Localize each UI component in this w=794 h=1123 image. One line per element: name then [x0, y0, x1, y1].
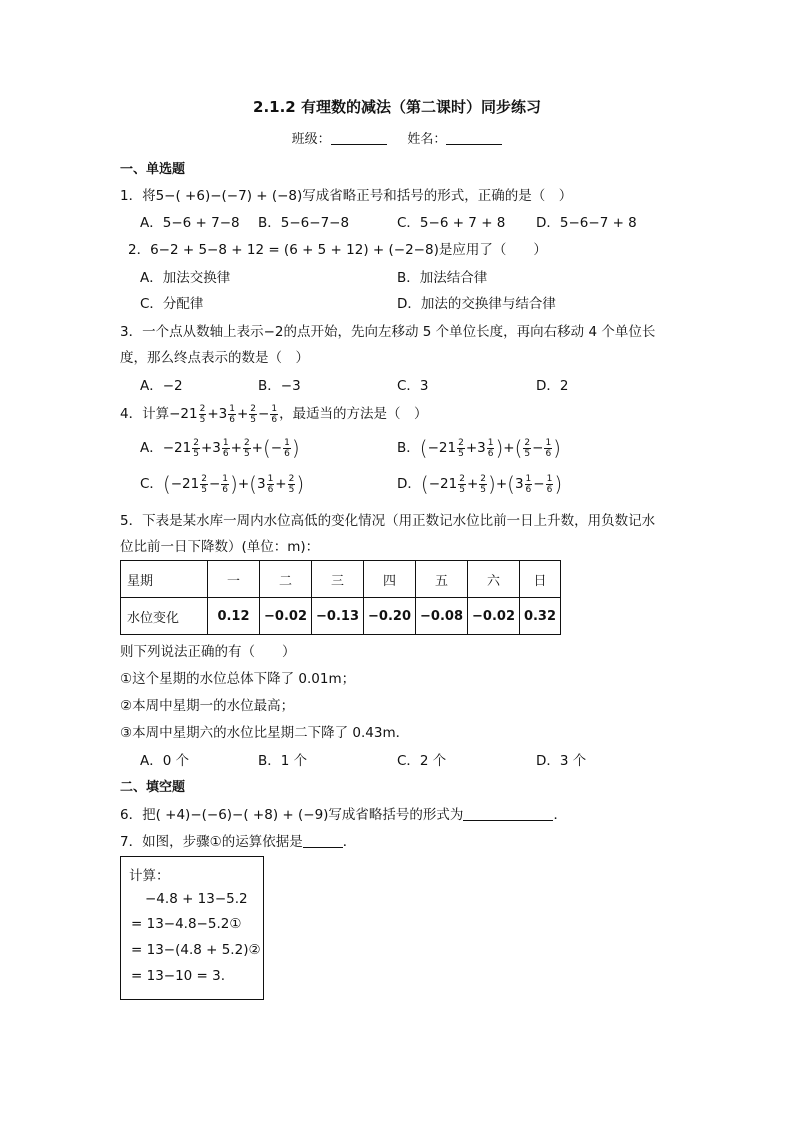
- q5-option-a: A．0 个: [140, 753, 190, 769]
- q4-option-a: A．−21 $\frac{2}{5}$ +3 $\frac{1}{6}$ + $\frac{2}{5}$ +(− $\frac{1}{6}$ ): [140, 436, 300, 460]
- name-blank[interactable]: [446, 132, 502, 145]
- section-fill-blank: 二、填空题: [120, 780, 186, 795]
- table-cell: −0.20: [364, 598, 416, 635]
- table-cell: 四: [364, 561, 416, 598]
- q1-text: 1．将5−( +6)−(−7) + (−8)写成省略正号和括号的形式，正确的是（ ）: [120, 188, 573, 204]
- table-cell: 三: [312, 561, 364, 598]
- table-cell: 六: [468, 561, 520, 598]
- q5-statement-1: ①这个星期的水位总体下降了 0.01m；: [120, 671, 356, 687]
- q5-ask: 则下列说法正确的有（ ）: [120, 644, 296, 660]
- q1-option-c: C．5−6 + 7 + 8: [397, 215, 506, 231]
- q3-text-line2: 度，那么终点表示的数是（ ）: [120, 350, 309, 366]
- table-head-weekday: 星期: [121, 561, 208, 598]
- table-cell: 二: [260, 561, 312, 598]
- table-row: [121, 561, 561, 598]
- q5-statement-3: ③本周中星期六的水位比星期二下降了 0.43m．: [120, 725, 410, 741]
- q5-text-line1: 5．下表是某水库一周内水位高低的变化情况（用正数记水位比前一日上升数，用负数记水: [120, 513, 656, 529]
- table-cell: 一: [208, 561, 260, 598]
- q6-answer-blank[interactable]: [463, 808, 553, 821]
- table-cell: 日: [520, 561, 561, 598]
- q2-option-c: C．分配律: [140, 296, 204, 312]
- table-row: [121, 598, 561, 635]
- q6-text: 6．把( +4)−(−6)−( +8) + (−9)写成省略括号的形式为 ．: [120, 807, 567, 823]
- table-cell: 0.32: [520, 598, 561, 635]
- table-cell: 0.12: [208, 598, 260, 635]
- q2-option-d: D．加法的交换律与结合律: [397, 296, 556, 312]
- section-single-choice: 一、单选题: [120, 162, 186, 177]
- q5-statement-2: ②本周中星期一的水位最高；: [120, 698, 295, 714]
- q1-option-b: B．5−6−7−8: [258, 215, 350, 231]
- table-cell: −0.02: [468, 598, 520, 635]
- q3-option-d: D．2: [536, 378, 569, 394]
- calc-label: 计算：: [129, 868, 170, 884]
- table-cell: 五: [416, 561, 468, 598]
- class-blank[interactable]: [331, 132, 387, 145]
- calc-line-4: = 13−10 = 3.: [131, 968, 226, 984]
- q2-option-b: B．加法结合律: [397, 270, 488, 286]
- q5-option-c: C．2 个: [397, 753, 447, 769]
- table-cell: −0.13: [312, 598, 364, 635]
- q3-option-b: B．−3: [258, 378, 301, 394]
- q3-text-line1: 3．一个点从数轴上表示−2的点开始，先向左移动 5 个单位长度，再向右移动 4 个单位长: [120, 324, 656, 340]
- table-head-change: 水位变化: [121, 598, 208, 635]
- q4-option-b: B．(−21 $\frac{2}{5}$ +3 $\frac{1}{6}$ )+( $\frac{2}{5}$ − $\frac{1}{6}$ ): [397, 436, 561, 460]
- q5-option-d: D．3 个: [536, 753, 587, 769]
- q5-text-line2: 位比前一日下降数）(单位：m)：: [120, 539, 320, 555]
- calc-line-1: −4.8 + 13−5.2: [145, 891, 248, 907]
- calc-line-2: = 13−4.8−5.2①: [131, 916, 242, 932]
- class-label: 班级：: [291, 132, 331, 147]
- q4-option-d: D．(−21 $\frac{2}{5}$ + $\frac{2}{5}$ )+(3 $\frac{1}{6}$ − $\frac{1}{6}$ ): [397, 472, 563, 496]
- q5-option-b: B．1 个: [258, 753, 308, 769]
- name-label: 姓名：: [407, 132, 447, 147]
- q4-text: 4．计算−21 $\frac{2}{5}$ +3 $\frac{1}{6}$ + $\frac{2}{5}$ − $\frac{1}{6}$ ，最适当的方法是（ ）: [120, 403, 428, 425]
- table-cell: −0.02: [260, 598, 312, 635]
- class-name-line: [0, 128, 794, 147]
- table-cell: −0.08: [416, 598, 468, 635]
- q7-text: 7．如图，步骤①的运算依据是 ．: [120, 834, 357, 850]
- q2-option-a: A．加法交换律: [140, 270, 231, 286]
- page-title: 2.1.2 有理数的减法（第二课时）同步练习: [253, 98, 541, 116]
- q7-answer-blank[interactable]: [303, 835, 343, 848]
- q1-option-a: A．5−6 + 7−8: [140, 215, 240, 231]
- q4-option-c: C．(−21 $\frac{2}{5}$ − $\frac{1}{6}$ )+(3 $\frac{1}{6}$ + $\frac{2}{5}$ ): [140, 472, 305, 496]
- calc-line-3: = 13−(4.8 + 5.2)②: [131, 942, 261, 958]
- q3-option-a: A．−2: [140, 378, 183, 394]
- q2-text: 2．6−2 + 5−8 + 12 = (6 + 5 + 12) + (−2−8)是应用了（ ）: [128, 242, 547, 258]
- q1-option-d: D．5−6−7 + 8: [536, 215, 637, 231]
- q3-option-c: C．3: [397, 378, 429, 394]
- calculation-box: [120, 856, 264, 1000]
- water-level-table: [120, 560, 561, 635]
